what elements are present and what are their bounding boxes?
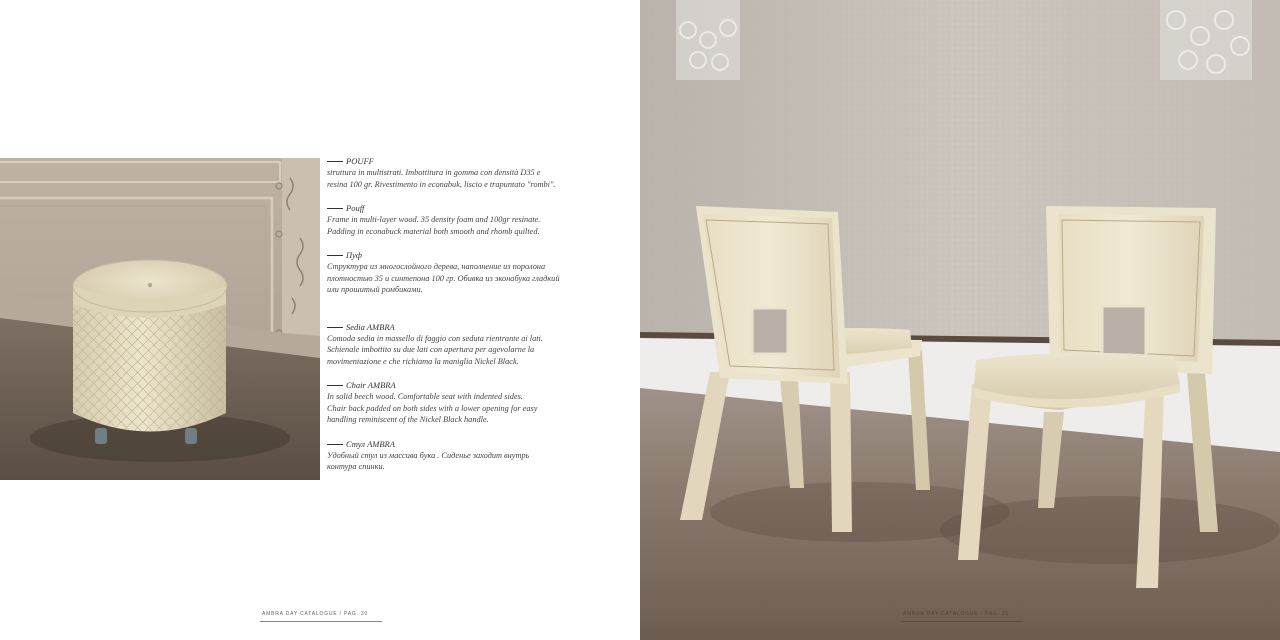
left-footer-text: AMBRA DAY CATALOGUE / PAG. 30 bbox=[262, 611, 369, 617]
chairs-photo bbox=[640, 0, 1280, 640]
product-descriptions bbox=[327, 156, 627, 486]
heading-rule bbox=[327, 385, 343, 386]
heading-rule bbox=[327, 255, 343, 256]
left-page-footer bbox=[262, 611, 368, 617]
chair-russian-block bbox=[327, 439, 627, 473]
chair-english-title: Chair AMBRA bbox=[346, 380, 396, 390]
right-footer-text: AMBRA DAY CATALOGUE / PAG. 31 bbox=[903, 611, 1010, 617]
heading-rule bbox=[327, 327, 343, 328]
chair-italian-title: Sedia AMBRA bbox=[346, 321, 395, 332]
pouf-italian-heading bbox=[327, 156, 627, 167]
chair-russian-text: Удобный стул из массива бука . Сиденье заходит внутрь контура спинки. bbox=[327, 450, 530, 471]
pouf-english-heading bbox=[327, 203, 627, 214]
pouf-russian-block bbox=[327, 250, 627, 296]
chair-english-heading bbox=[327, 380, 627, 391]
chair-russian-heading bbox=[327, 439, 627, 450]
chair-english-text: In solid beech wood. Comfortable seat with indented sides. Chair back padded on both sides with a lower opening for easy handling reminiscent of the Nickel Black handle. bbox=[327, 392, 538, 424]
footer-rule bbox=[260, 621, 382, 622]
wall-sconce-right bbox=[1160, 0, 1252, 80]
right-page bbox=[640, 0, 1280, 640]
chair-english-block bbox=[327, 380, 627, 426]
pouf-italian-block bbox=[327, 156, 627, 190]
heading-rule bbox=[327, 208, 343, 209]
pouf-english-block bbox=[327, 203, 627, 237]
pouf-russian-heading bbox=[327, 250, 627, 261]
pouf-photo bbox=[0, 158, 320, 480]
pouf-russian-title: Пуф bbox=[346, 250, 362, 260]
footer-rule bbox=[901, 621, 1023, 622]
chair-italian-block bbox=[327, 322, 627, 368]
pouf-english-title: Pouff bbox=[346, 203, 365, 213]
pouf-english-text: Frame in multi-layer wood. 35 density foam and 100gr resinate. Padding in econabuck material both smooth and rhomb quilted. bbox=[327, 215, 541, 236]
chair-italian-heading bbox=[327, 322, 627, 333]
chair-russian-title: Стул AMBRA bbox=[346, 438, 395, 449]
wall-sconce-left bbox=[676, 0, 740, 80]
heading-rule bbox=[327, 161, 343, 162]
pouf-russian-text: Структура из многослойного дерева, наполнение из поролона плотностью 35 и синтепона 100 гр. Обивка из эконабука гладкий или прошитый ромбиками. bbox=[327, 262, 560, 294]
pouf-italian-title: POUFF bbox=[346, 156, 374, 166]
chair-italian-text: Comoda sedia in massello di faggio con seduta rientrante ai lati. Schienale imbottito su due lati con apertura per agevolarne la movimentazione e che richiama la maniglia Nickel Black. bbox=[327, 333, 543, 366]
heading-rule bbox=[327, 444, 343, 445]
right-page-footer bbox=[903, 611, 1009, 617]
pouf-italian-text: struttura in multistrati. Imbottitura in gomma con densità D35 e resina 100 gr. Rivestimento in econabuk, liscio e trapuntato "rombi". bbox=[327, 168, 556, 189]
